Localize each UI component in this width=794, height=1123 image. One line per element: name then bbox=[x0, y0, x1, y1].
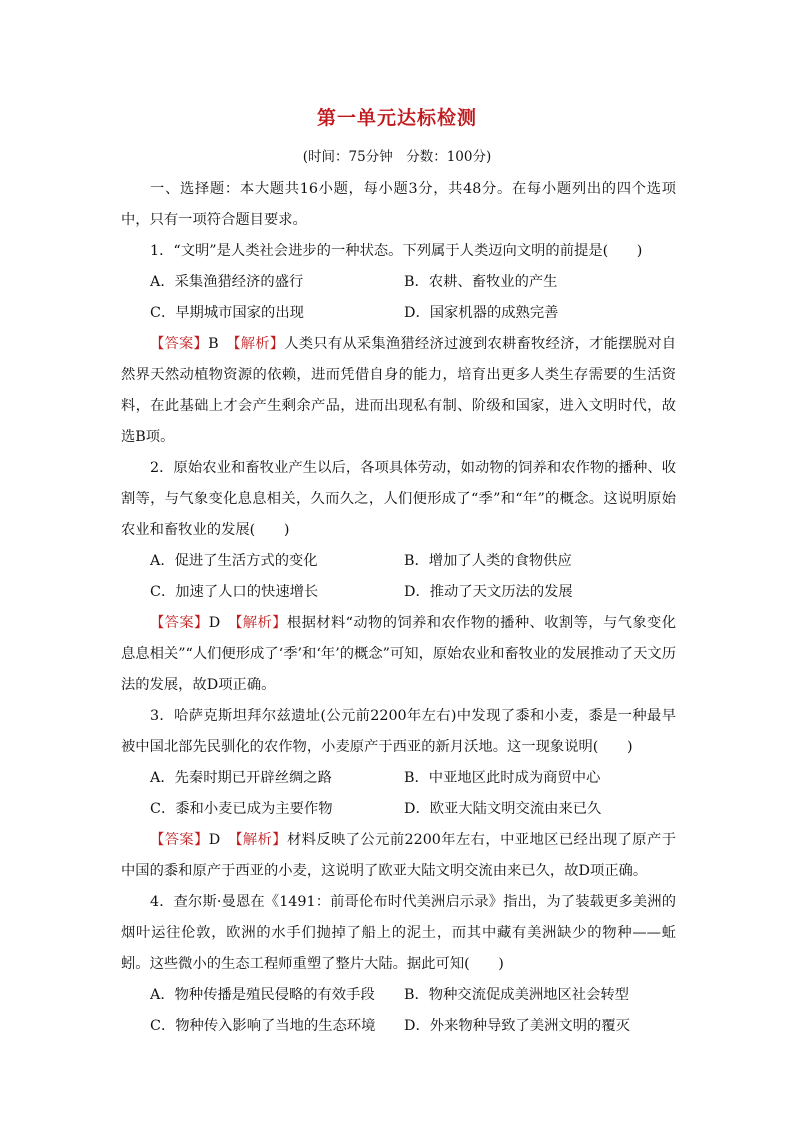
answer-value: D bbox=[208, 615, 221, 631]
question-stem: 3．哈萨克斯坦拜尔兹遗址(公元前2200年左右)中发现了黍和小麦，黍是一种最早被中国北部先民驯化的农作物，小麦原产于西亚的新月沃地。这一现象说明( ) bbox=[121, 708, 676, 755]
question-stem: 2．原始农业和畜牧业产生以后，各项具体劳动，如动物的饲养和农作物的播种、收割等，与气象变化息息相关，久而久之，人们便形成了“季”和“年”的概念。这说明原始农业和畜牧业的发展( ) bbox=[121, 460, 676, 538]
answer-value: D bbox=[208, 832, 221, 848]
options-row bbox=[121, 794, 676, 825]
analysis-text: 人类只有从采集渔猎经济过渡到农耕畜牧经济，才能摆脱对自然界天然动植物资源的依赖，进而凭借自身的能力，培育出更多人类生存需要的生活资料，在此基础上才会产生剩余产品，进而出现私有制、阶级和国家，进入文明时代，故选B项。 bbox=[121, 336, 677, 445]
option-a: A．物种传播是殖民侵略的有效手段 bbox=[150, 987, 375, 1003]
option-d: D．国家机器的成熟完善 bbox=[404, 305, 559, 321]
option-c: C．加速了人口的快速增长 bbox=[150, 584, 319, 600]
analysis-text: 根据材料“动物的饲养和农作物的播种、收割等，与气象变化息息相关”“人们便形成了‘季’和‘年’的概念”可知，原始农业和畜牧业的发展推动了天文历法的发展，故D项正确。 bbox=[121, 615, 677, 693]
answer-label: 【答案】 bbox=[150, 336, 209, 352]
question-stem: 1．“文明”是人类社会进步的一种状态。下列属于人类迈向文明的前提是( ) bbox=[150, 243, 643, 259]
analysis-label: 【解析】 bbox=[235, 832, 287, 848]
option-d: D．推动了天文历法的发展 bbox=[404, 584, 573, 600]
analysis-label: 【解析】 bbox=[233, 336, 285, 352]
exam-info: (时间：75分钟 分数：100分) bbox=[302, 149, 492, 165]
answer-block bbox=[121, 329, 676, 453]
analysis-label: 【解析】 bbox=[235, 615, 287, 631]
analysis-text: 材料反映了公元前2200年左右，中亚地区已经出现了原产于中国的黍和原产于西亚的小麦，这说明了欧亚大陆文明交流由来已久，故D项正确。 bbox=[121, 832, 676, 879]
options-row bbox=[121, 267, 676, 298]
page-title: 第一单元达标检测 bbox=[316, 107, 477, 129]
option-c: C．物种传入影响了当地的生态环境 bbox=[150, 1018, 376, 1034]
options-row bbox=[121, 763, 676, 794]
option-b: B．农耕、畜牧业的产生 bbox=[404, 274, 558, 290]
option-b: B．增加了人类的食物供应 bbox=[404, 553, 572, 569]
question-stem: 4．查尔斯·曼恩在《1491：前哥伦布时代美洲启示录》指出，为了装载更多美洲的烟叶运往伦敦，欧洲的水手们抛掉了船上的泥土，而其中藏有美洲缺少的物种——蚯蚓。这些微小的生态工程师重塑了整片大陆。据此可知( ) bbox=[121, 894, 676, 972]
option-b: B．物种交流促成美洲地区社会转型 bbox=[404, 987, 629, 1003]
option-a: A．先秦时期已开辟丝绸之路 bbox=[150, 770, 332, 786]
answer-block bbox=[121, 825, 676, 887]
option-a: A．促进了生活方式的变化 bbox=[150, 553, 318, 569]
answer-block bbox=[121, 608, 676, 701]
answer-label: 【答案】 bbox=[150, 615, 209, 631]
options-row bbox=[121, 1011, 676, 1042]
option-c: C．早期城市国家的出现 bbox=[150, 305, 304, 321]
option-d: D．外来物种导致了美洲文明的覆灭 bbox=[404, 1018, 630, 1034]
document-body bbox=[121, 174, 676, 1042]
option-d: D．欧亚大陆文明交流由来已久 bbox=[404, 801, 602, 817]
section-intro: 一、选择题：本大题共16小题，每小题3分，共48分。在每小题列出的四个选项中，只有一项符合题目要求。 bbox=[121, 181, 676, 228]
answer-label: 【答案】 bbox=[150, 832, 209, 848]
option-a: A．采集渔猎经济的盛行 bbox=[150, 274, 304, 290]
options-row bbox=[121, 298, 676, 329]
option-b: B．中亚地区此时成为商贸中心 bbox=[404, 770, 601, 786]
options-row bbox=[121, 980, 676, 1011]
option-c: C．黍和小麦已成为主要作物 bbox=[150, 801, 333, 817]
options-row bbox=[121, 577, 676, 608]
answer-value: B bbox=[208, 336, 219, 352]
options-row bbox=[121, 546, 676, 577]
